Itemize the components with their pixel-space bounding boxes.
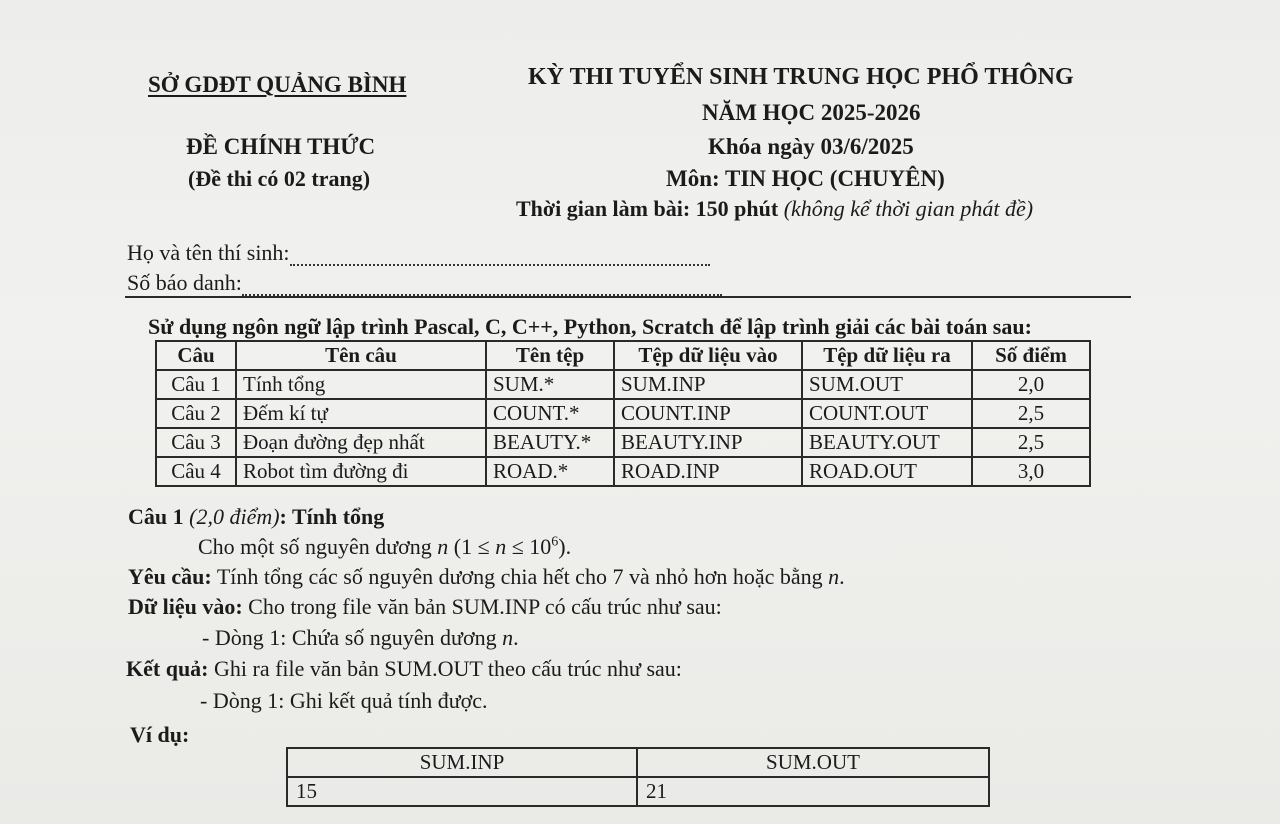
input-line1 [202,625,519,651]
table-cell: COUNT.* [486,399,614,428]
requirement [128,564,845,590]
var-n: n [502,625,514,650]
table-row [156,457,1090,486]
question1-points: (2,0 điểm) [189,504,280,529]
given-bounds: ≤ 10 [506,534,552,559]
question1-label: Câu 1 [128,504,184,529]
table-cell: BEAUTY.* [486,428,614,457]
table-row [156,428,1090,457]
input-label: Dữ liệu vào: [128,594,243,619]
table-cell: 2,5 [972,428,1090,457]
col-header: Số điểm [972,341,1090,370]
table-cell: 2,5 [972,399,1090,428]
candidate-id-line [127,270,722,296]
table-cell: Câu 2 [156,399,236,428]
given-text: Cho một số nguyên dương [198,534,438,559]
given-bounds: (1 ≤ [448,534,496,559]
given-end: ). [558,534,572,559]
table-cell: BEAUTY.OUT [802,428,972,457]
col-header: Tên tệp [486,341,614,370]
exam-title: KỲ THI TUYỂN SINH TRUNG HỌC PHỔ THÔNG [528,64,1074,90]
table-cell: Câu 4 [156,457,236,486]
table-cell: SUM.INP [614,370,802,399]
table-cell: Câu 3 [156,428,236,457]
question1-title: : Tính tổng [279,504,385,529]
table-row [156,399,1090,428]
department-name: SỞ GDĐT QUẢNG BÌNH [148,72,407,97]
subject: Môn: TIN HỌC (CHUYÊN) [666,166,945,191]
example-col-header: SUM.OUT [637,748,989,777]
example-input-value: 15 [287,777,637,806]
input-spec [128,594,722,620]
output-spec [126,656,682,682]
table-cell: 2,0 [972,370,1090,399]
official-label: ĐỀ CHÍNH THỨC [186,134,376,159]
table-cell: ROAD.* [486,457,614,486]
candidate-name-line [127,240,710,266]
table-header-row [156,341,1090,370]
col-header: Câu [156,341,236,370]
table-cell: COUNT.INP [614,399,802,428]
candidate-id-label: Số báo danh: [127,270,242,295]
table-cell: Đếm kí tự [236,399,486,428]
table-cell: SUM.OUT [802,370,972,399]
var-n: n [437,534,449,559]
id-dotted-line [242,278,722,296]
time-note: (không kể thời gian phát đề) [783,196,1034,221]
table-cell: ROAD.INP [614,457,802,486]
divider [125,296,1131,298]
table-cell: Đoạn đường đẹp nhất [236,428,486,457]
input-text: Cho trong file văn bản SUM.INP có cấu trúc như sau: [242,594,722,619]
output-label: Kết quả: [126,656,209,681]
page-count: (Đề thi có 02 trang) [188,166,371,191]
var-n: n [495,534,507,559]
output-text: Ghi ra file văn bản SUM.OUT theo cấu trúc như sau: [208,656,682,681]
time-limit [516,196,1033,222]
table-cell: ROAD.OUT [802,457,972,486]
input-line1-end: . [513,625,519,650]
time-label: Thời gian làm bài: 150 phút [516,196,779,221]
table-cell: BEAUTY.INP [614,428,802,457]
example-output-value: 21 [637,777,989,806]
example-label: Ví dụ: [130,722,190,747]
table-cell: Tính tổng [236,370,486,399]
table-cell: Câu 1 [156,370,236,399]
table-cell: 3,0 [972,457,1090,486]
problems-table [155,340,1091,487]
intro-instruction: Sử dụng ngôn ngữ lập trình Pascal, C, C++, Python, Scratch để lập trình giải các bài toán sau: [148,314,1032,339]
school-year: NĂM HỌC 2025-2026 [702,100,921,125]
output-line1: - Dòng 1: Ghi kết quả tính được. [200,688,488,713]
requirement-end: . [839,564,845,589]
name-dotted-line [290,248,710,266]
input-line1-text: - Dòng 1: Chứa số nguyên dương [202,625,503,650]
requirement-label: Yêu cầu: [128,564,212,589]
table-row [156,370,1090,399]
col-header: Tệp dữ liệu ra [802,341,972,370]
col-header: Tệp dữ liệu vào [614,341,802,370]
col-header: Tên câu [236,341,486,370]
example-col-header: SUM.INP [287,748,637,777]
question1-heading [128,504,384,530]
example-row [287,777,989,806]
example-header-row [287,748,989,777]
table-cell: COUNT.OUT [802,399,972,428]
var-n: n [828,564,840,589]
requirement-text: Tính tổng các số nguyên dương chia hết cho 7 và nhỏ hơn hoặc bằng [211,564,829,589]
exam-date: Khóa ngày 03/6/2025 [708,134,914,159]
question1-given [198,534,571,560]
candidate-name-label: Họ và tên thí sinh: [127,240,290,265]
example-table [286,747,990,807]
exponent: 6 [551,534,559,550]
table-cell: SUM.* [486,370,614,399]
table-cell: Robot tìm đường đi [236,457,486,486]
